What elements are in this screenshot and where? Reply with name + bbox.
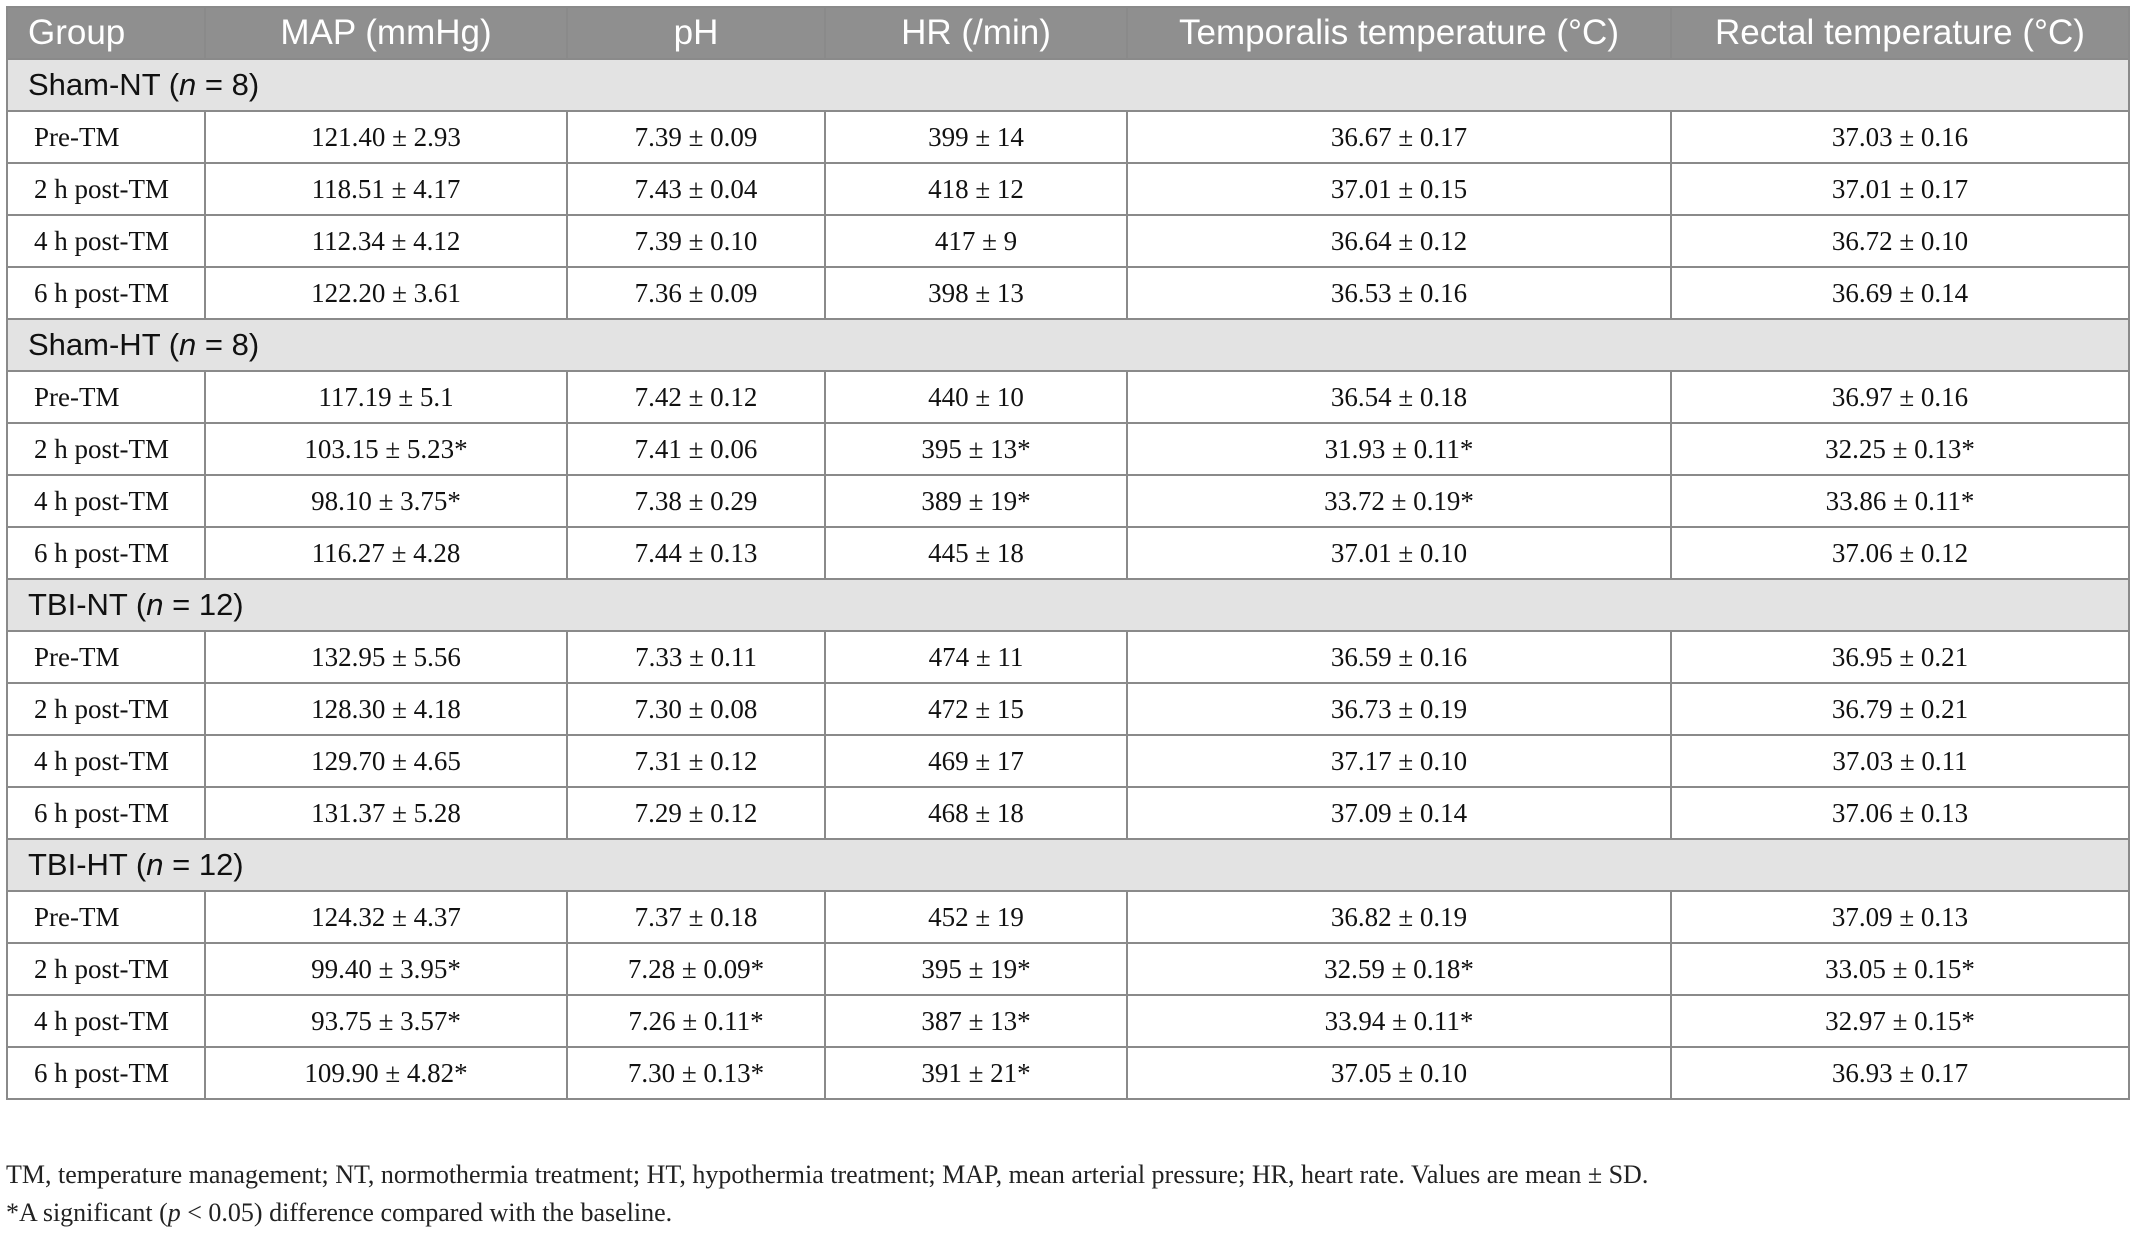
column-header: pH (567, 7, 825, 59)
table-cell: 7.30 ± 0.13* (567, 1047, 825, 1099)
group-row (7, 579, 2129, 631)
table-row (7, 527, 2129, 579)
table-cell: 36.59 ± 0.16 (1127, 631, 1671, 683)
group-name: TBI-NT (28, 587, 128, 622)
group-n-value: = 8) (196, 67, 260, 102)
table-cell: 7.31 ± 0.12 (567, 735, 825, 787)
table-cell: 37.01 ± 0.10 (1127, 527, 1671, 579)
table-cell: 37.05 ± 0.10 (1127, 1047, 1671, 1099)
table-cell: 474 ± 11 (825, 631, 1127, 683)
column-header: HR (/min) (825, 7, 1127, 59)
table-cell: 399 ± 14 (825, 111, 1127, 163)
table-cell: 7.26 ± 0.11* (567, 995, 825, 1047)
table-cell: 36.72 ± 0.10 (1671, 215, 2129, 267)
table-row (7, 371, 2129, 423)
table-cell: 395 ± 19* (825, 943, 1127, 995)
group-name: TBI-HT (28, 847, 128, 882)
group-n-symbol: n (179, 67, 197, 102)
table-cell: 37.01 ± 0.15 (1127, 163, 1671, 215)
row-label: Pre-TM (7, 371, 205, 423)
footnote-sig-suffix: < 0.05) difference compared with the baseline. (180, 1198, 673, 1227)
table-cell: 37.06 ± 0.12 (1671, 527, 2129, 579)
table-cell: 417 ± 9 (825, 215, 1127, 267)
table-row (7, 631, 2129, 683)
table-cell: 99.40 ± 3.95* (205, 943, 567, 995)
column-header: Rectal temperature (°C) (1671, 7, 2129, 59)
table-cell: 389 ± 19* (825, 475, 1127, 527)
table-cell: 7.43 ± 0.04 (567, 163, 825, 215)
table-cell: 395 ± 13* (825, 423, 1127, 475)
table-cell: 468 ± 18 (825, 787, 1127, 839)
group-n-symbol: n (146, 847, 164, 882)
header-row (7, 7, 2129, 59)
group-n-value: = 8) (196, 327, 260, 362)
group-n-symbol: n (146, 587, 164, 622)
row-label: 6 h post-TM (7, 1047, 205, 1099)
table-cell: 472 ± 15 (825, 683, 1127, 735)
table-cell: 7.44 ± 0.13 (567, 527, 825, 579)
table-body (7, 59, 2129, 1099)
table-row (7, 683, 2129, 735)
table-cell: 129.70 ± 4.65 (205, 735, 567, 787)
row-label: 2 h post-TM (7, 683, 205, 735)
table-cell: 33.05 ± 0.15* (1671, 943, 2129, 995)
table-row (7, 735, 2129, 787)
group-row (7, 319, 2129, 371)
table-cell: 7.39 ± 0.10 (567, 215, 825, 267)
table-cell: 7.42 ± 0.12 (567, 371, 825, 423)
table-cell: 440 ± 10 (825, 371, 1127, 423)
group-label: Sham-HT (n = 8) (7, 319, 2129, 371)
row-label: 2 h post-TM (7, 423, 205, 475)
table-cell: 124.32 ± 4.37 (205, 891, 567, 943)
group-name: Sham-HT (28, 327, 161, 362)
table-cell: 118.51 ± 4.17 (205, 163, 567, 215)
column-header: Group (7, 7, 205, 59)
table-cell: 32.25 ± 0.13* (1671, 423, 2129, 475)
table-cell: 37.03 ± 0.16 (1671, 111, 2129, 163)
row-label: 2 h post-TM (7, 943, 205, 995)
footnote-abbreviations: TM, temperature management; NT, normothermia treatment; HT, hypothermia treatment; MAP, mean arterial pressure; HR, heart rate. Values are mean ± SD. (6, 1160, 1649, 1189)
group-label: Sham-NT (n = 8) (7, 59, 2129, 111)
table-cell: 128.30 ± 4.18 (205, 683, 567, 735)
table-cell: 121.40 ± 2.93 (205, 111, 567, 163)
group-name: Sham-NT (28, 67, 161, 102)
table-cell: 36.79 ± 0.21 (1671, 683, 2129, 735)
row-label: Pre-TM (7, 111, 205, 163)
table-cell: 33.86 ± 0.11* (1671, 475, 2129, 527)
row-label: 4 h post-TM (7, 735, 205, 787)
table-cell: 387 ± 13* (825, 995, 1127, 1047)
group-row (7, 59, 2129, 111)
group-label: TBI-HT (n = 12) (7, 839, 2129, 891)
table-cell: 36.53 ± 0.16 (1127, 267, 1671, 319)
column-header: MAP (mmHg) (205, 7, 567, 59)
footnote-significance (6, 1198, 672, 1228)
table-row (7, 267, 2129, 319)
table-cell: 117.19 ± 5.1 (205, 371, 567, 423)
data-table (6, 6, 2130, 1100)
table-cell: 36.93 ± 0.17 (1671, 1047, 2129, 1099)
table-header (7, 7, 2129, 59)
row-label: 2 h post-TM (7, 163, 205, 215)
table-cell: 36.82 ± 0.19 (1127, 891, 1671, 943)
table-cell: 7.38 ± 0.29 (567, 475, 825, 527)
table-cell: 452 ± 19 (825, 891, 1127, 943)
table-cell: 36.64 ± 0.12 (1127, 215, 1671, 267)
table-cell: 7.33 ± 0.11 (567, 631, 825, 683)
table-row (7, 1047, 2129, 1099)
footnote-sig-prefix: *A significant ( (6, 1198, 168, 1227)
table-cell: 37.06 ± 0.13 (1671, 787, 2129, 839)
table-row (7, 787, 2129, 839)
row-label: 4 h post-TM (7, 215, 205, 267)
table-cell: 37.01 ± 0.17 (1671, 163, 2129, 215)
row-label: 6 h post-TM (7, 787, 205, 839)
row-label: 6 h post-TM (7, 267, 205, 319)
table-cell: 98.10 ± 3.75* (205, 475, 567, 527)
table-row (7, 891, 2129, 943)
table-row (7, 943, 2129, 995)
table-cell: 37.17 ± 0.10 (1127, 735, 1671, 787)
table-container (6, 6, 2128, 1100)
table-row (7, 995, 2129, 1047)
table-cell: 31.93 ± 0.11* (1127, 423, 1671, 475)
table-cell: 36.97 ± 0.16 (1671, 371, 2129, 423)
table-cell: 132.95 ± 5.56 (205, 631, 567, 683)
group-label: TBI-NT (n = 12) (7, 579, 2129, 631)
row-label: 4 h post-TM (7, 995, 205, 1047)
table-cell: 7.30 ± 0.08 (567, 683, 825, 735)
row-label: 4 h post-TM (7, 475, 205, 527)
table-cell: 93.75 ± 3.57* (205, 995, 567, 1047)
table-cell: 32.97 ± 0.15* (1671, 995, 2129, 1047)
table-cell: 7.28 ± 0.09* (567, 943, 825, 995)
footnote-sig-p: p (167, 1198, 181, 1227)
row-label: Pre-TM (7, 891, 205, 943)
table-cell: 33.72 ± 0.19* (1127, 475, 1671, 527)
group-n-value: = 12) (163, 587, 244, 622)
table-cell: 122.20 ± 3.61 (205, 267, 567, 319)
table-cell: 418 ± 12 (825, 163, 1127, 215)
table-row (7, 423, 2129, 475)
table-cell: 33.94 ± 0.11* (1127, 995, 1671, 1047)
table-cell: 109.90 ± 4.82* (205, 1047, 567, 1099)
table-cell: 37.09 ± 0.13 (1671, 891, 2129, 943)
table-cell: 36.73 ± 0.19 (1127, 683, 1671, 735)
table-cell: 36.95 ± 0.21 (1671, 631, 2129, 683)
column-header: Temporalis temperature (°C) (1127, 7, 1671, 59)
table-row (7, 215, 2129, 267)
group-n-value: = 12) (163, 847, 244, 882)
table-cell: 131.37 ± 5.28 (205, 787, 567, 839)
table-cell: 469 ± 17 (825, 735, 1127, 787)
table-cell: 37.03 ± 0.11 (1671, 735, 2129, 787)
table-cell: 445 ± 18 (825, 527, 1127, 579)
table-cell: 116.27 ± 4.28 (205, 527, 567, 579)
table-cell: 32.59 ± 0.18* (1127, 943, 1671, 995)
group-row (7, 839, 2129, 891)
table-cell: 36.67 ± 0.17 (1127, 111, 1671, 163)
table-cell: 7.29 ± 0.12 (567, 787, 825, 839)
row-label: Pre-TM (7, 631, 205, 683)
table-row (7, 475, 2129, 527)
table-cell: 36.54 ± 0.18 (1127, 371, 1671, 423)
table-cell: 398 ± 13 (825, 267, 1127, 319)
table-cell: 391 ± 21* (825, 1047, 1127, 1099)
table-cell: 7.39 ± 0.09 (567, 111, 825, 163)
table-cell: 112.34 ± 4.12 (205, 215, 567, 267)
row-label: 6 h post-TM (7, 527, 205, 579)
table-row (7, 163, 2129, 215)
table-row (7, 111, 2129, 163)
table-cell: 7.37 ± 0.18 (567, 891, 825, 943)
group-n-symbol: n (179, 327, 197, 362)
table-cell: 37.09 ± 0.14 (1127, 787, 1671, 839)
table-cell: 7.36 ± 0.09 (567, 267, 825, 319)
table-cell: 7.41 ± 0.06 (567, 423, 825, 475)
table-cell: 36.69 ± 0.14 (1671, 267, 2129, 319)
table-cell: 103.15 ± 5.23* (205, 423, 567, 475)
